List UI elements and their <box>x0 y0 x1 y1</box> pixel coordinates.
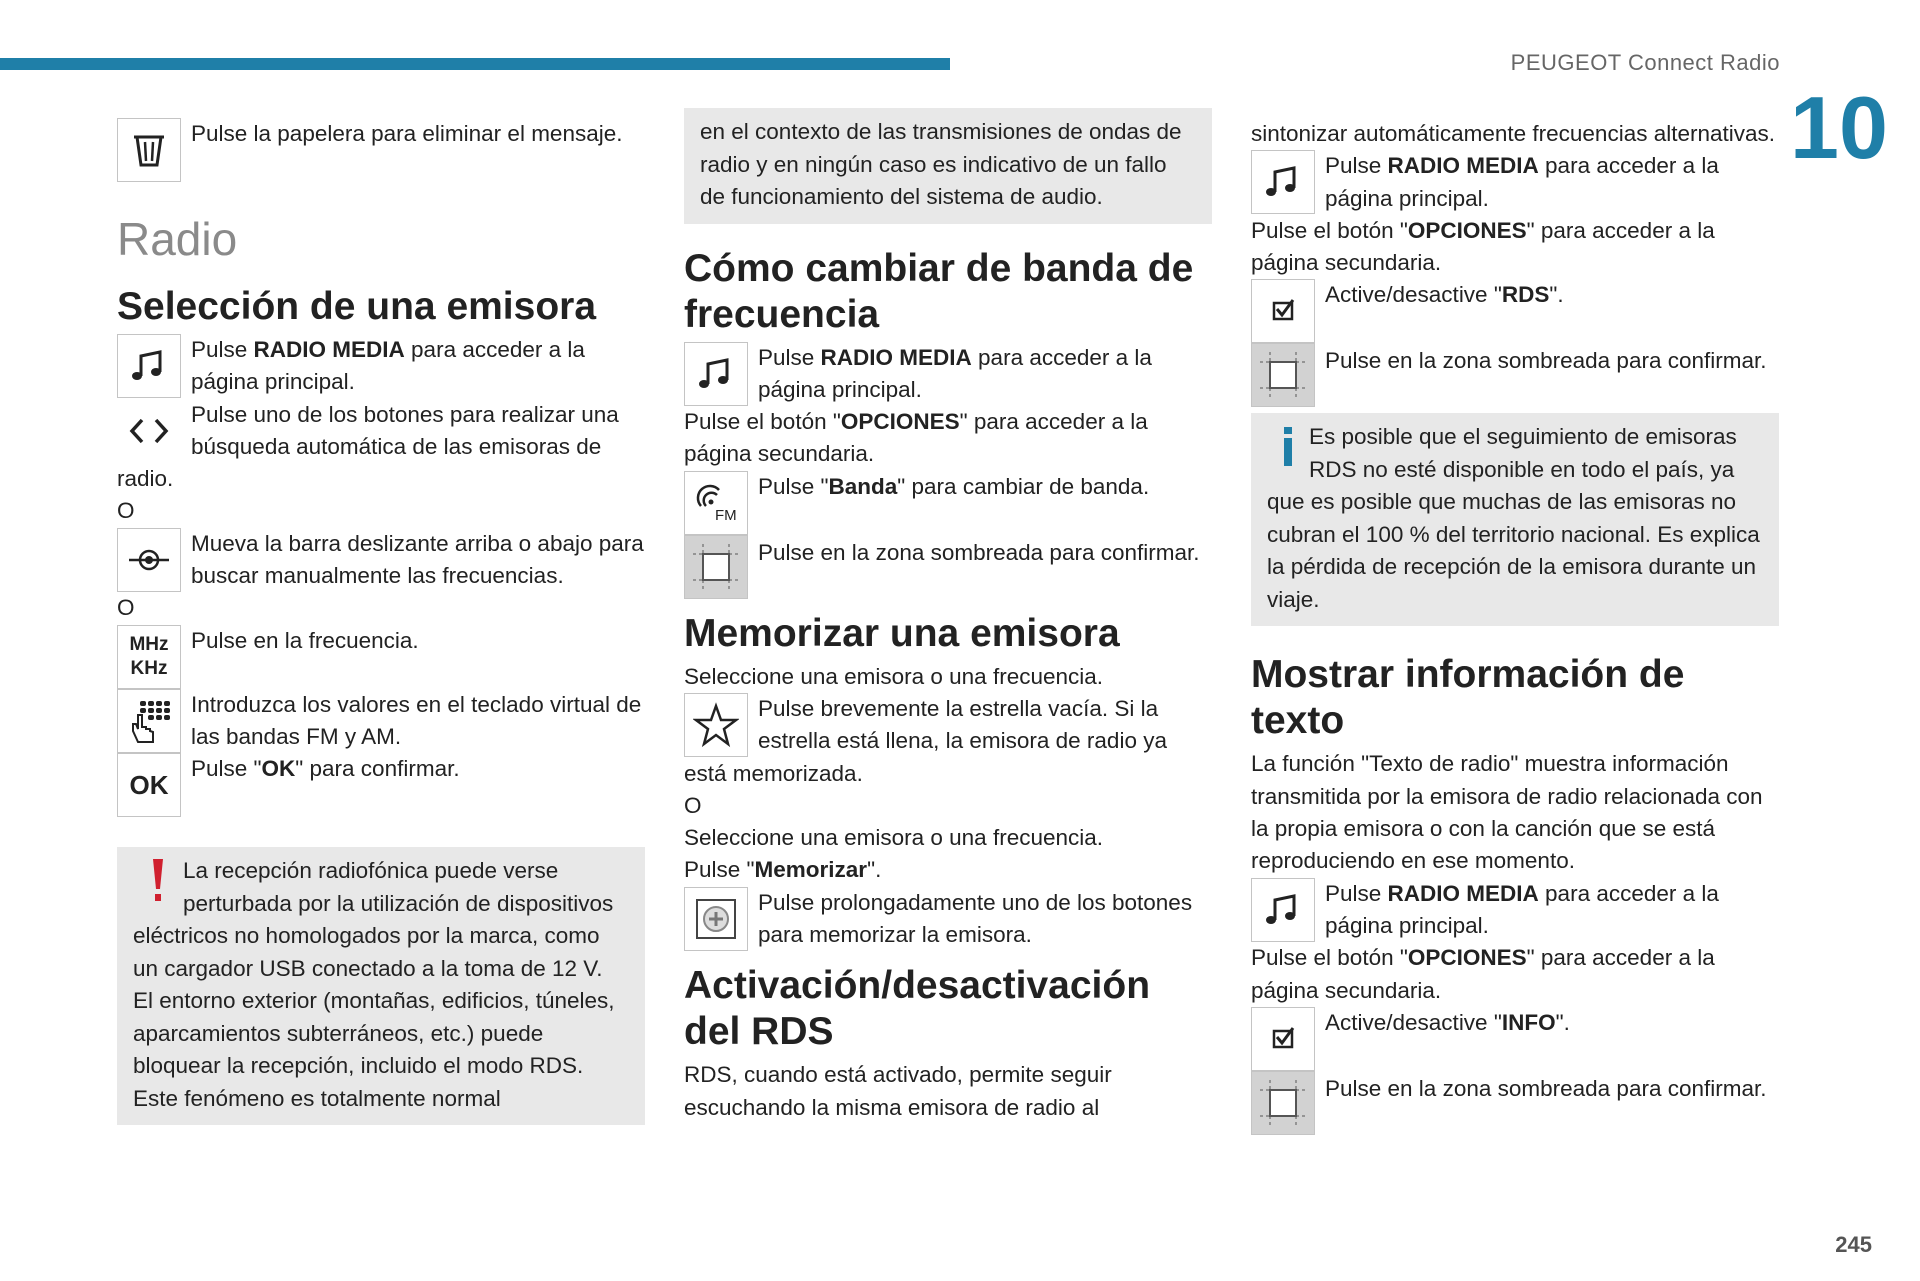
step-bold: RADIO MEDIA <box>253 337 405 362</box>
mhz-label: MHz <box>129 633 169 655</box>
heading-banda: Cómo cambiar de banda de frecuencia <box>684 246 1194 336</box>
step-text: " para acceder a la página secundaria. <box>684 409 1148 467</box>
step-text: ". <box>1549 282 1564 308</box>
step-bold: RDS <box>1501 282 1550 308</box>
step-text: Pulse el botón " <box>684 409 841 435</box>
star-icon <box>684 693 748 757</box>
column-1 <box>117 118 645 1125</box>
header-accent-bar <box>0 58 950 70</box>
step-text: Pulse <box>1325 153 1388 179</box>
step-text: Pulse " <box>684 857 755 883</box>
step-text: Pulse " <box>758 473 829 499</box>
warning-text: La recepción radiofónica puede verse perturbada por la utilización de dispositivos eléctricos no homologados por la marca, como un cargador USB conectado a la toma de 12 V. <box>133 858 614 981</box>
chapter-number: 10 <box>1790 78 1888 177</box>
slider-target-icon <box>117 528 181 592</box>
step-text: Active/desactive " <box>1325 282 1502 308</box>
heading-memorizar: Memorizar una emisora <box>684 611 1120 655</box>
texto-step-toggle <box>1251 1007 1779 1071</box>
keypad-hand-icon <box>117 689 181 753</box>
section-title-radio: Radio <box>117 213 238 265</box>
band-step-confirm <box>684 535 1212 599</box>
step-bold: INFO <box>1501 1009 1556 1035</box>
step-bold: Banda <box>828 473 898 499</box>
step-text: Pulse el botón " <box>1251 217 1408 243</box>
step-slider <box>117 528 645 593</box>
rds-step-confirm <box>1251 343 1779 407</box>
band-step-radio-media <box>684 342 1212 407</box>
step-text: " para confirmar. <box>295 756 460 782</box>
step-bold: OPCIONES <box>1407 217 1527 243</box>
note-continuation-box <box>684 108 1212 224</box>
step-text: Active/desactive " <box>1325 1009 1502 1035</box>
step-text: Pulse <box>1325 880 1388 906</box>
step-text: " para acceder a la página secundaria. <box>1251 217 1715 276</box>
step-text: Pulse el botón " <box>1251 945 1408 971</box>
info-text: Es posible que el seguimiento de emisoras RDS no esté disponible en todo el país, ya que es posible que muchas de las emisoras no cubran el 100 % del territorio nacional. Es explica la pérdida de recepción de la emisora durante un viaje. <box>1267 424 1760 612</box>
band-options-text <box>684 406 1212 471</box>
step-text: Pulse <box>758 344 821 370</box>
mem-step-star <box>684 693 1212 790</box>
shaded-zone-icon <box>1251 343 1315 407</box>
mem-select-text-2: Seleccione una emisora o una frecuencia. <box>684 825 1104 851</box>
trash-icon <box>117 118 181 182</box>
rds-cont-text: sintonizar automáticamente frecuencias alternativas. <box>1251 121 1776 146</box>
mhz-khz-icon <box>117 625 181 689</box>
music-note-icon <box>1251 878 1315 942</box>
rds-confirm-text: Pulse en la zona sombreada para confirmar. <box>1325 348 1767 374</box>
step-text: ". <box>1555 1009 1570 1035</box>
step-frequency <box>117 625 645 689</box>
step-text: Pulse <box>191 337 254 362</box>
rds-options-text <box>1251 215 1779 280</box>
music-note-icon <box>117 334 181 398</box>
step-bold: RADIO MEDIA <box>1387 880 1539 906</box>
fm-band-icon <box>684 471 748 535</box>
rds-intro-text: RDS, cuando está activado, permite seguir escuchando la misma emisora de radio al <box>684 1062 1112 1120</box>
slider-text: Mueva la barra deslizante arriba o abajo para buscar manualmente las frecuencias. <box>191 530 644 589</box>
step-text: para acceder a la página principal. <box>758 344 1152 402</box>
checkbox-icon <box>1251 279 1315 343</box>
step-bold: OPCIONES <box>1407 945 1527 971</box>
step-keypad <box>117 689 645 754</box>
info-icon <box>1267 421 1309 471</box>
warning-text-2: El entorno exterior (montañas, edificios, túneles, aparcamientos subterráneos, etc.) puede bloquear la recepción, incluido el modo RDS. Este fenómeno es totalmente normal <box>133 988 615 1111</box>
or-separator: O <box>117 498 135 524</box>
texto-intro-text: La función "Texto de radio" muestra información transmitida por la emisora de radio relacionada con la propia emisora o con la canción que se está reproduciendo en ese momento. <box>1251 751 1763 874</box>
band-step-banda <box>684 471 1212 535</box>
or-separator: O <box>684 792 702 818</box>
rds-step-toggle <box>1251 279 1779 343</box>
band-confirm-text: Pulse en la zona sombreada para confirmar. <box>758 539 1200 565</box>
add-circle-icon <box>684 887 748 951</box>
heading-texto: Mostrar información de texto <box>1251 653 1685 743</box>
step-text: " para acceder a la página secundaria. <box>1251 945 1715 1003</box>
mem-select-text: Seleccione una emisora o una frecuencia. <box>684 663 1104 689</box>
step-auto-search <box>117 399 645 496</box>
or-separator: O <box>117 595 135 621</box>
step-bold: OPCIONES <box>840 409 960 435</box>
rds-step-radio-media <box>1251 150 1779 215</box>
step-text: " para cambiar de banda. <box>897 473 1150 499</box>
shaded-zone-icon <box>684 535 748 599</box>
music-note-icon <box>1251 150 1315 214</box>
texto-step-confirm <box>1251 1071 1779 1135</box>
auto-search-text: Pulse uno de los botones para realizar una búsqueda automática de las emisoras de radio. <box>117 401 619 492</box>
music-note-icon <box>684 342 748 406</box>
step-bold: Memorizar <box>754 857 868 883</box>
column-3 <box>1251 118 1779 1135</box>
step-text: para acceder a la página principal. <box>191 337 585 395</box>
running-header: PEUGEOT Connect Radio <box>1510 50 1780 75</box>
step-text: para acceder a la página principal. <box>1325 153 1719 211</box>
keypad-text: Introduzca los valores en el teclado virtual de las bandas FM y AM. <box>191 691 642 749</box>
texto-confirm-text: Pulse en la zona sombreada para confirmar. <box>1325 1075 1767 1101</box>
texto-options-text <box>1251 942 1779 1007</box>
trash-text: Pulse la papelera para eliminar el mensaje. <box>191 121 623 146</box>
shaded-zone-icon <box>1251 1071 1315 1135</box>
column-2 <box>684 108 1212 1124</box>
page-number: 245 <box>1835 1232 1872 1257</box>
chevron-left-right-icon <box>117 399 181 463</box>
trash-instruction <box>117 118 645 182</box>
step-text: para acceder a la página principal. <box>1325 880 1719 938</box>
step-bold: RADIO MEDIA <box>820 344 972 370</box>
step-text: Pulse " <box>191 756 262 782</box>
heading-seleccion: Selección de una emisora <box>117 285 597 328</box>
step-bold: OK <box>261 756 296 782</box>
texto-step-radio-media <box>1251 878 1779 943</box>
step-radio-media <box>117 334 645 399</box>
checkbox-icon <box>1251 1007 1315 1071</box>
exclamation-icon <box>133 855 183 907</box>
fm-label: FM <box>715 506 737 524</box>
khz-label: KHz <box>130 657 168 679</box>
mem-memorizar-text <box>684 854 1212 886</box>
heading-rds: Activación/desactivación del RDS <box>684 964 1151 1054</box>
frequency-text: Pulse en la frecuencia. <box>191 627 419 653</box>
mem-star-text: Pulse brevemente la estrella vacía. Si la estrella está llena, la emisora de radio ya está memorizada. <box>684 695 1167 786</box>
step-bold: RADIO MEDIA <box>1387 153 1539 179</box>
step-ok <box>117 753 645 817</box>
note-continuation-text: en el contexto de las transmisiones de ondas de radio y en ningún caso es indicativo de un fallo de funcionamiento del sistema de audio. <box>700 119 1182 209</box>
step-text: ". <box>867 857 882 883</box>
mem-hold-text: Pulse prolongadamente uno de los botones para memorizar la emisora. <box>758 889 1193 948</box>
info-box <box>1251 413 1779 626</box>
mem-step-hold <box>684 887 1212 952</box>
warning-box <box>117 847 645 1125</box>
ok-button-icon: OK <box>117 753 181 817</box>
